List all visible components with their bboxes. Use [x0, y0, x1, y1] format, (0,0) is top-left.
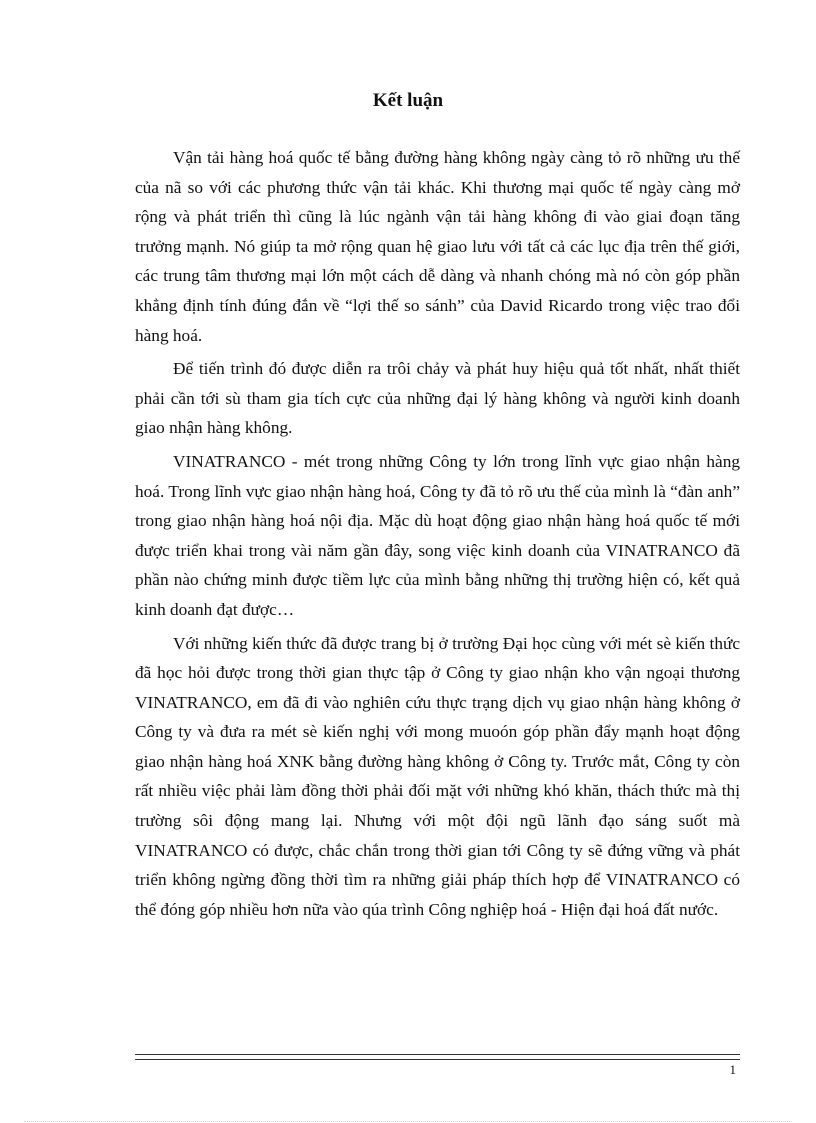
page-bottom-edge — [24, 1121, 792, 1122]
page-number: 1 — [729, 1062, 736, 1077]
page-title: Kết luận — [372, 90, 444, 111]
paragraph-2: Để tiến trình đó được diễn ra trôi chảy và phát huy hiệu quả tốt nhất, nhất thiết phải cần tới sù tham gia tích cực của những đại lý hàng không và người kinh doanh giao nhận hàng không. — [135, 359, 740, 438]
paragraph-3: VINATRANCO - mét trong những Công ty lớn trong lĩnh vực giao nhận hàng hoá. Trong lĩnh vực giao nhận hàng hoá, Công ty đã tỏ rõ ưu thế của mình là “đàn anh” trong giao nhận hàng hoá nội địa. Mặc dù hoạt động giao nhận hàng hoá quốc tế mới được triển khai trong vài năm gần đây, song việc kinh doanh của VINATRANCO đã phần nào chứng minh được tiềm lực của mình bằng những thị trường hiện có, kết quả kinh doanh đạt được… — [135, 451, 740, 619]
paragraph-4: Với những kiến thức đã được trang bị ở trường Đại học cùng với mét sè kiến thức đã học hỏi được trong thời gian thực tập ở Công ty giao nhận kho vận ngoại thương VINATRANCO, em đã đi vào nghiên cứu thực trạng dịch vụ giao nhận hàng không ở Công ty và đưa ra mét sè kiến nghị với mong muoón góp phần đẩy mạnh hoạt động giao nhận hàng hoá XNK bằng đường hàng không ở Công ty. Trước mắt, Công ty còn rất nhiều việc phải làm đồng thời phải đối mặt với những khó khăn, thách thức mà thị trường sôi động mang lại. Nhưng với một đội ngũ lãnh đạo sáng suốt mà VINATRANCO có được, chắc chắn trong thời gian tới Công ty sẽ đứng vững và phát triển không ngừng đồng thời tìm ra những giải pháp thích hợp để VINATRANCO có thể đóng góp nhiều hơn nữa vào qúa trình Công nghiệp hoá - Hiện đại hoá đất nước. — [135, 633, 740, 919]
footer-divider — [135, 1054, 740, 1060]
body-text — [135, 143, 740, 928]
paragraph-1: Vận tải hàng hoá quốc tế bằng đường hàng không ngày càng tỏ rõ những ưu thế của nã so với các phương thức vận tải khác. Khi thương mại quốc tế ngày càng mở rộng và phát triển thì cũng là lúc ngành vận tải hàng không đi vào giai đoạn tăng trưởng mạnh. Nó giúp ta mở rộng quan hệ giao lưu với tất cả các lục địa trên thế giới, các trung tâm thương mại lớn một cách dễ dàng và nhanh chóng mà nó còn góp phần khẳng định tính đúng đắn về “lợi thế so sánh” của David Ricardo trong việc trao đổi hàng hoá. — [135, 148, 740, 345]
